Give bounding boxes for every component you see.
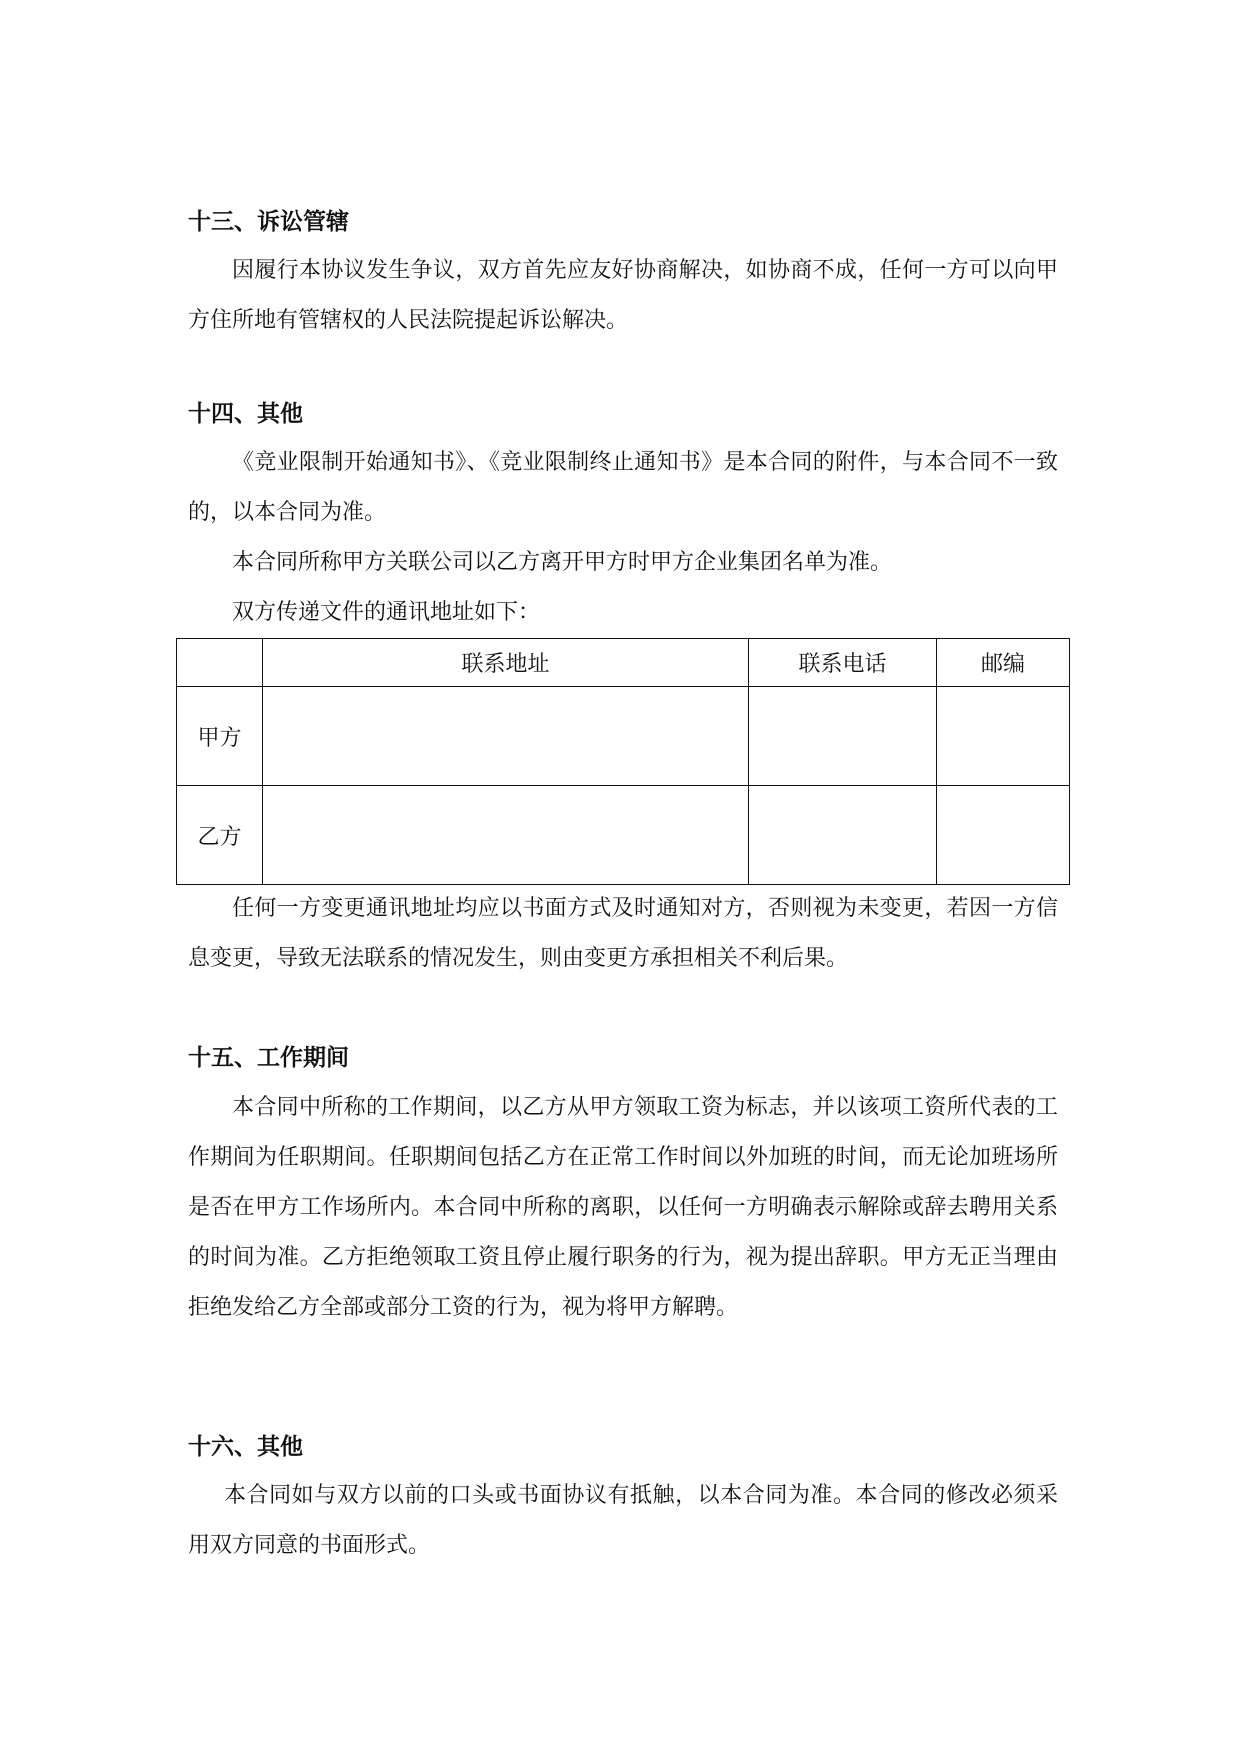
party-a-phone-cell[interactable] [749, 687, 937, 786]
party-a-label: 甲方 [177, 687, 263, 786]
header-cell-phone: 联系电话 [749, 639, 937, 687]
party-a-postcode-cell[interactable] [937, 687, 1070, 786]
party-b-phone-cell[interactable] [749, 786, 937, 885]
header-cell-postcode: 邮编 [937, 639, 1070, 687]
section-14-paragraph-3: 双方传递文件的通讯地址如下： [232, 600, 541, 625]
section-14-paragraph-2: 本合同所称甲方关联公司以乙方离开甲方时甲方企业集团名单为准。 [232, 550, 893, 575]
address-table-header-row [177, 639, 1070, 687]
section-16-heading: 十六、其他 [188, 1434, 303, 1460]
section-14-heading: 十四、其他 [188, 401, 303, 427]
section-16-paragraph: 本合同如与双方以前的口头或书面协议有抵触，以本合同为准。本合同的修改必须采用双方同意的书面形式。 [188, 1483, 1058, 1558]
section-13-heading: 十三、诉讼管辖 [188, 209, 349, 235]
section-14-paragraph-1: 《竞业限制开始通知书》、《竞业限制终止通知书》是本合同的附件，与本合同不一致的，以本合同为准。 [188, 450, 1058, 525]
address-table [176, 638, 1070, 885]
section-13-paragraph: 因履行本协议发生争议，双方首先应友好协商解决，如协商不成，任何一方可以向甲方住所地有管辖权的人民法院提起诉讼解决。 [188, 258, 1058, 333]
party-b-label: 乙方 [177, 786, 263, 885]
table-row-party-b [177, 786, 1070, 885]
section-15-paragraph: 本合同中所称的工作期间，以乙方从甲方领取工资为标志，并以该项工资所代表的工作期间为任职期间。任职期间包括乙方在正常工作时间以外加班的时间，而无论加班场所是否在甲方工作场所内。本合同中所称的离职，以任何一方明确表示解除或辞去聘用关系的时间为准。乙方拒绝领取工资且停止履行职务的行为，视为提出辞职。甲方无正当理由拒绝发给乙方全部或部分工资的行为，视为将甲方解聘。 [188, 1095, 1058, 1320]
header-cell-empty [177, 639, 263, 687]
party-b-postcode-cell[interactable] [937, 786, 1070, 885]
section-15-heading: 十五、工作期间 [188, 1045, 349, 1071]
section-14-after-table-paragraph: 任何一方变更通讯地址均应以书面方式及时通知对方，否则视为未变更，若因一方信息变更，导致无法联系的情况发生，则由变更方承担相关不利后果。 [188, 896, 1058, 971]
header-cell-address: 联系地址 [263, 639, 749, 687]
table-row-party-a [177, 687, 1070, 786]
party-b-address-cell[interactable] [263, 786, 749, 885]
party-a-address-cell[interactable] [263, 687, 749, 786]
